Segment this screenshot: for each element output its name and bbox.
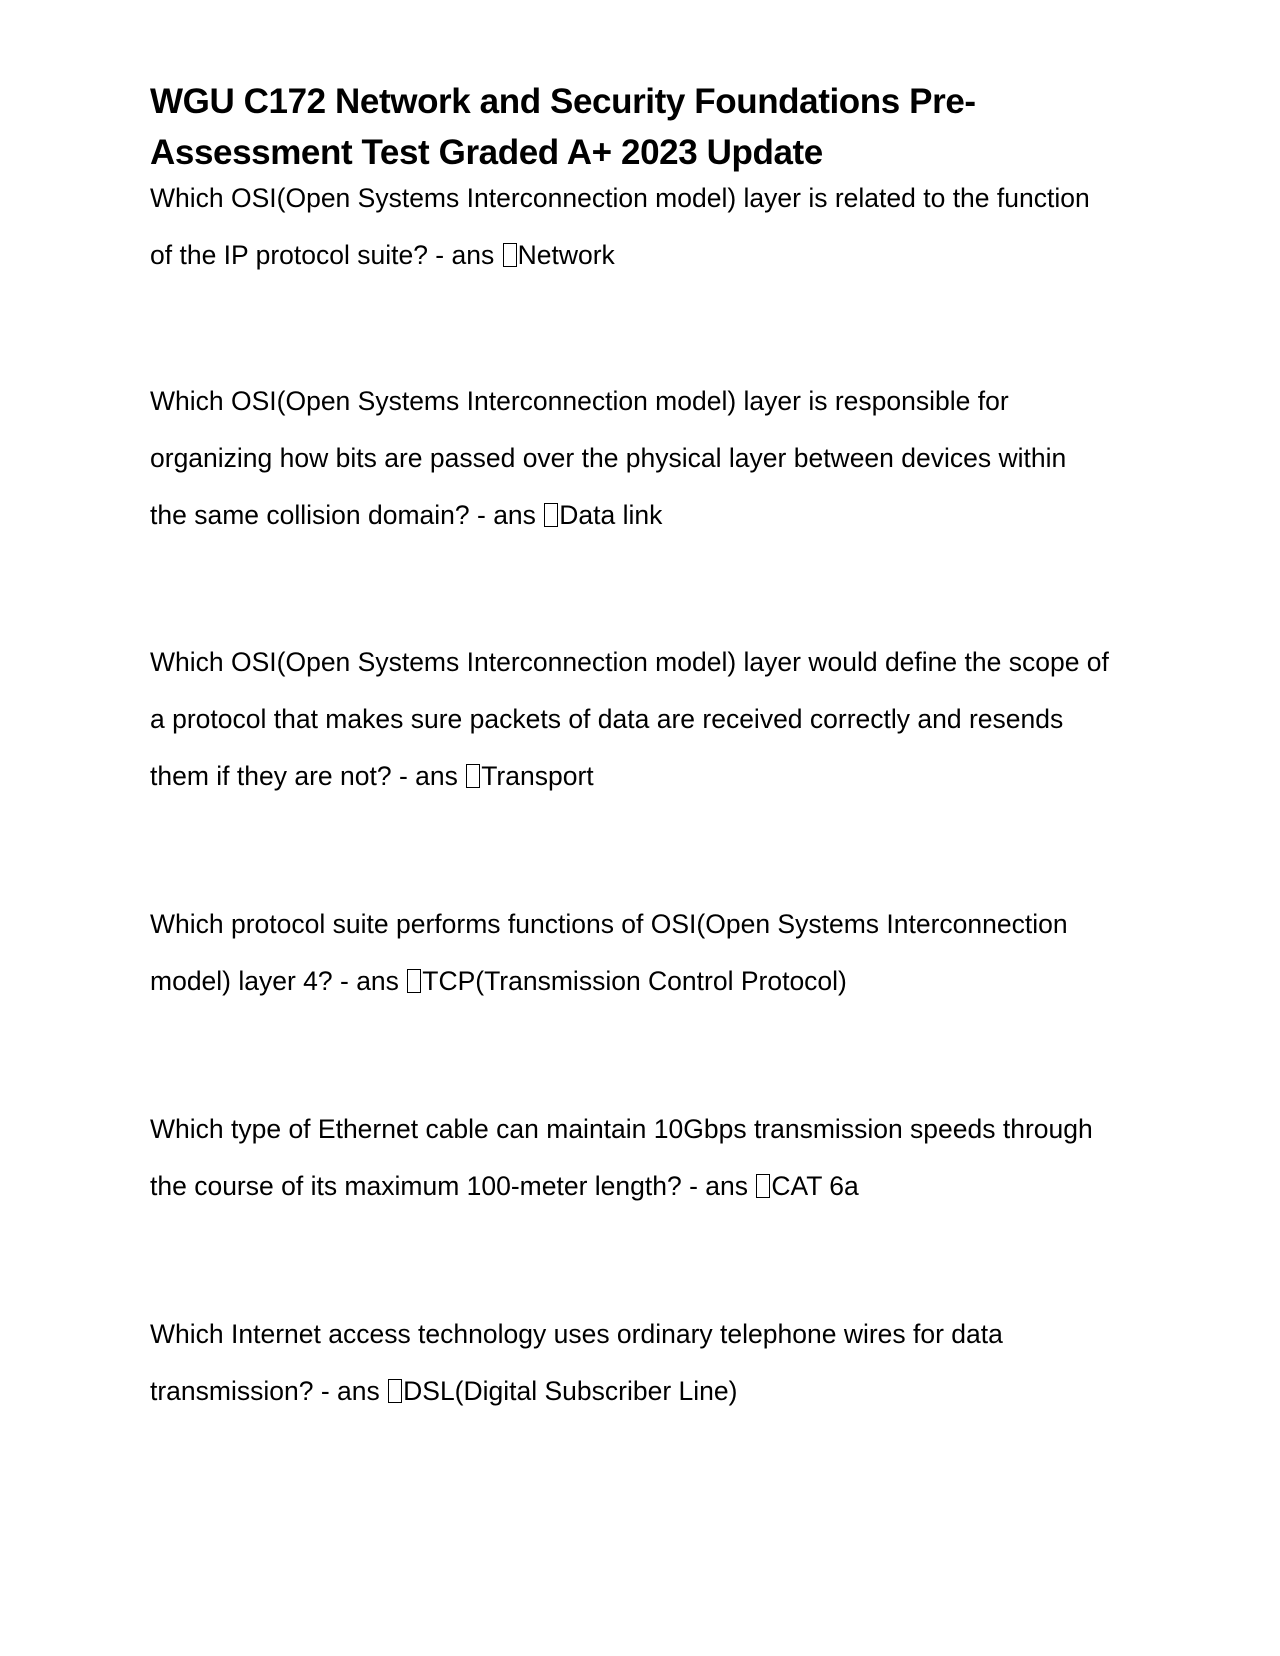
missing-glyph-box-icon bbox=[407, 969, 421, 993]
answer-text: TCP(Transmission Control Protocol) bbox=[422, 966, 847, 996]
qa-item bbox=[150, 1101, 1110, 1215]
missing-glyph-box-icon bbox=[503, 243, 517, 267]
question-text: Which OSI(Open Systems Interconnection model) layer is responsible for organizing how bits are passed over the physical layer between devices within the same collision domain? - ans bbox=[150, 386, 1067, 530]
answer-text: CAT 6a bbox=[771, 1171, 859, 1201]
question-text: Which type of Ethernet cable can maintain 10Gbps transmission speeds through the course of its maximum 100-meter length? - ans bbox=[150, 1114, 1093, 1201]
missing-glyph-box-icon bbox=[544, 503, 558, 527]
question-text: Which OSI(Open Systems Interconnection model) layer is related to the function of the IP protocol suite? - ans bbox=[150, 183, 1090, 270]
qa-item bbox=[150, 170, 1110, 284]
document-title: WGU C172 Network and Security Foundations Pre-Assessment Test Graded A+ 2023 Update bbox=[150, 82, 976, 172]
qa-item bbox=[150, 1306, 1110, 1420]
qa-item bbox=[150, 373, 1110, 544]
qa-item bbox=[150, 896, 1110, 1010]
qa-item bbox=[150, 634, 1110, 805]
answer-text: Data link bbox=[559, 500, 663, 530]
question-text: Which protocol suite performs functions of OSI(Open Systems Interconnection model) layer 4? - ans bbox=[150, 909, 1068, 996]
answer-text: Network bbox=[517, 240, 615, 270]
missing-glyph-box-icon bbox=[756, 1174, 770, 1198]
answer-text: Transport bbox=[481, 761, 594, 791]
question-text: Which Internet access technology uses ordinary telephone wires for data transmission? - ans bbox=[150, 1319, 1003, 1406]
missing-glyph-box-icon bbox=[466, 764, 480, 788]
question-text: Which OSI(Open Systems Interconnection model) layer would define the scope of a protocol that makes sure packets of data are received correctly and resends them if they are not? - ans bbox=[150, 647, 1109, 791]
answer-text: DSL(Digital Subscriber Line) bbox=[403, 1376, 738, 1406]
missing-glyph-box-icon bbox=[388, 1379, 402, 1403]
